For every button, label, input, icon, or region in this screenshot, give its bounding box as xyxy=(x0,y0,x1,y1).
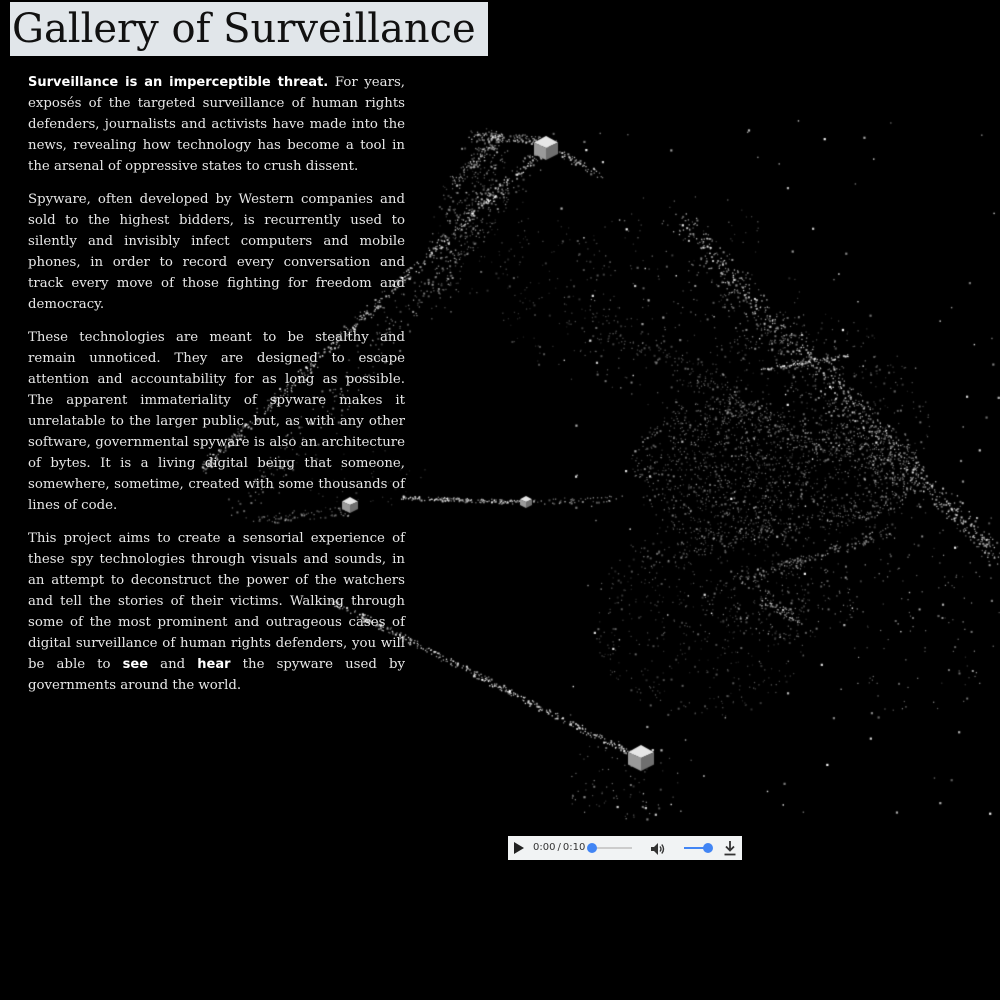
intro-paragraph-4-end: the spyware used by governments around the world. xyxy=(28,657,405,693)
intro-paragraph-2: Spyware, often developed by Western companies and sold to the highest bidders, is recurrently used to silently and invisibly infect computers and mobile phones, in order to record every conversation and track every move of those fighting for freedom and democracy. xyxy=(28,192,405,312)
intro-paragraph-1-text: For years, exposés of the targeted surveillance of human rights defenders, journalists and activists have made into the news, revealing how technology has become a tool in the arsenal of oppressive states to crush dissent. xyxy=(28,75,405,174)
intro-paragraph-4 xyxy=(28,528,405,696)
current-time: 0:00 xyxy=(533,842,556,853)
intro-lead: Surveillance is an imperceptible threat. xyxy=(28,75,329,90)
emphasis-hear: hear xyxy=(197,657,231,672)
volume-slider[interactable] xyxy=(684,847,708,849)
audio-player xyxy=(508,836,742,860)
download-icon[interactable] xyxy=(723,840,737,856)
intro-conjunction: and xyxy=(148,657,198,672)
intro-paragraph-4-text: This project aims to create a sensorial experience of these spy technologies through visuals and sounds, in an attempt to deconstruct the power of the watchers and tell the stories of their victims. Walking through some of the most prominent and outrageous cases of digital surveillance of human rights defenders, you will be able to xyxy=(28,531,405,672)
intro-paragraph-1 xyxy=(28,72,405,177)
volume-thumb[interactable] xyxy=(703,843,713,853)
intro-text xyxy=(28,72,405,708)
progress-slider[interactable] xyxy=(592,847,632,849)
intro-paragraph-3: These technologies are meant to be stealthy and remain unnoticed. They are designed to escape attention and accountability for as long as possible. The apparent immateriality of spyware makes it unrelatable to the larger public, but, as with any other software, governmental spyware is also an architecture of bytes. It is a living digital being that someone, somewhere, sometime, created with some thousands of lines of code. xyxy=(28,330,405,513)
progress-thumb[interactable] xyxy=(587,843,597,853)
duration: 0:10 xyxy=(562,842,586,853)
volume-icon[interactable] xyxy=(650,841,666,855)
title-banner xyxy=(10,2,488,56)
page-title: Gallery of Surveillance xyxy=(12,6,476,52)
time-separator: / xyxy=(557,842,561,853)
play-icon[interactable] xyxy=(514,842,524,854)
emphasis-see: see xyxy=(122,657,149,672)
time-display xyxy=(533,841,585,855)
